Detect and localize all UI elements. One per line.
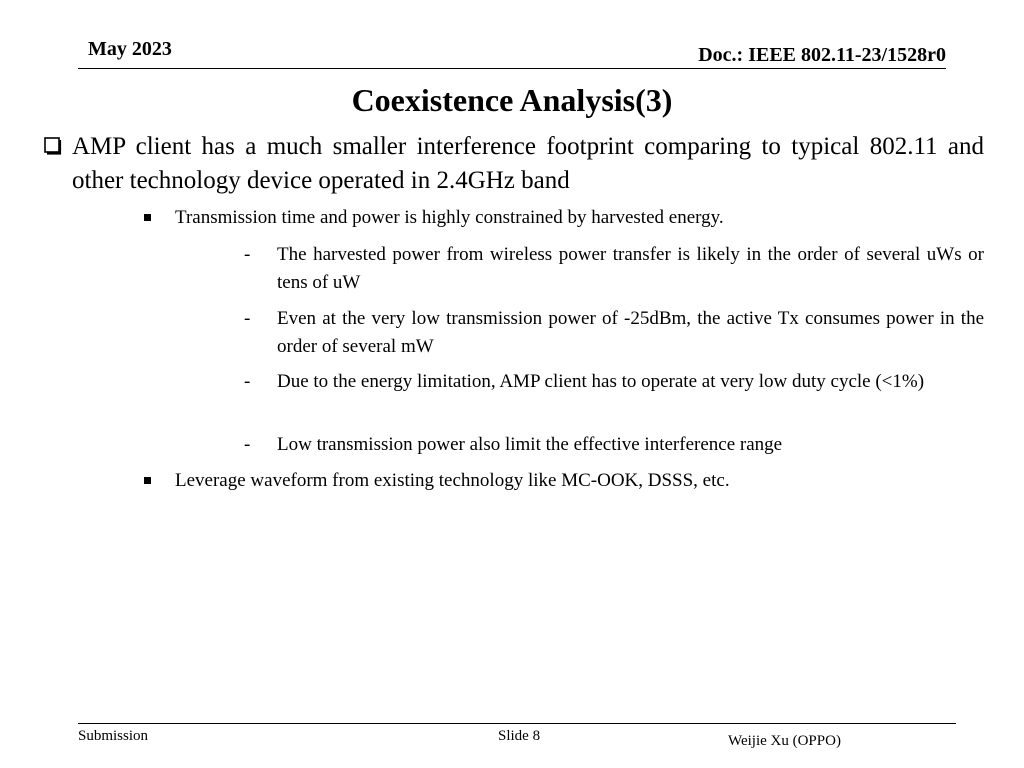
dash-item-text: The harvested power from wireless power transfer is likely in the order of several uWs or tens of uW	[277, 244, 984, 293]
sub-bullet-text: Transmission time and power is highly constrained by harvested energy.	[175, 207, 724, 228]
dash-marker: -	[244, 434, 251, 455]
slide-title: Coexistence Analysis(3)	[351, 82, 673, 118]
header-date: May 2023	[88, 38, 172, 60]
slide-number: Slide 8	[498, 728, 541, 744]
square-bullet-icon	[144, 214, 151, 221]
dash-marker: -	[244, 244, 251, 265]
dash-item	[244, 305, 984, 361]
dash-item-text: Low transmission power also limit the effective interference range	[277, 434, 783, 455]
header-divider	[78, 68, 946, 69]
dash-item-text: Even at the very low transmission power of -25dBm, the active Tx consumes power in the order of several mW	[277, 308, 984, 357]
footer-author: Weijie Xu (OPPO)	[728, 733, 841, 749]
dash-item-text: Due to the energy limitation, AMP client has to operate at very low duty cycle (<1%)	[277, 371, 925, 392]
sub-bullet-text: Leverage waveform from existing technology like MC-OOK, DSSS, etc.	[175, 470, 730, 491]
sub-bullet	[144, 204, 984, 232]
footer-divider	[78, 723, 956, 724]
square-bullet-icon	[144, 477, 151, 484]
main-bullet	[44, 130, 984, 198]
dash-marker: -	[244, 308, 251, 329]
checkbox-bullet-icon	[44, 137, 62, 155]
main-bullet-text: AMP client has a much smaller interference footprint comparing to typical 802.11 and other technology device operated in 2.4GHz band	[72, 133, 984, 194]
sub-bullet	[144, 467, 984, 495]
dash-item	[244, 431, 984, 459]
dash-item	[244, 241, 984, 297]
dash-marker: -	[244, 371, 251, 392]
header-doc-id: Doc.: IEEE 802.11-23/1528r0	[698, 44, 946, 66]
footer-submission: Submission	[78, 728, 149, 744]
dash-item	[244, 368, 984, 396]
